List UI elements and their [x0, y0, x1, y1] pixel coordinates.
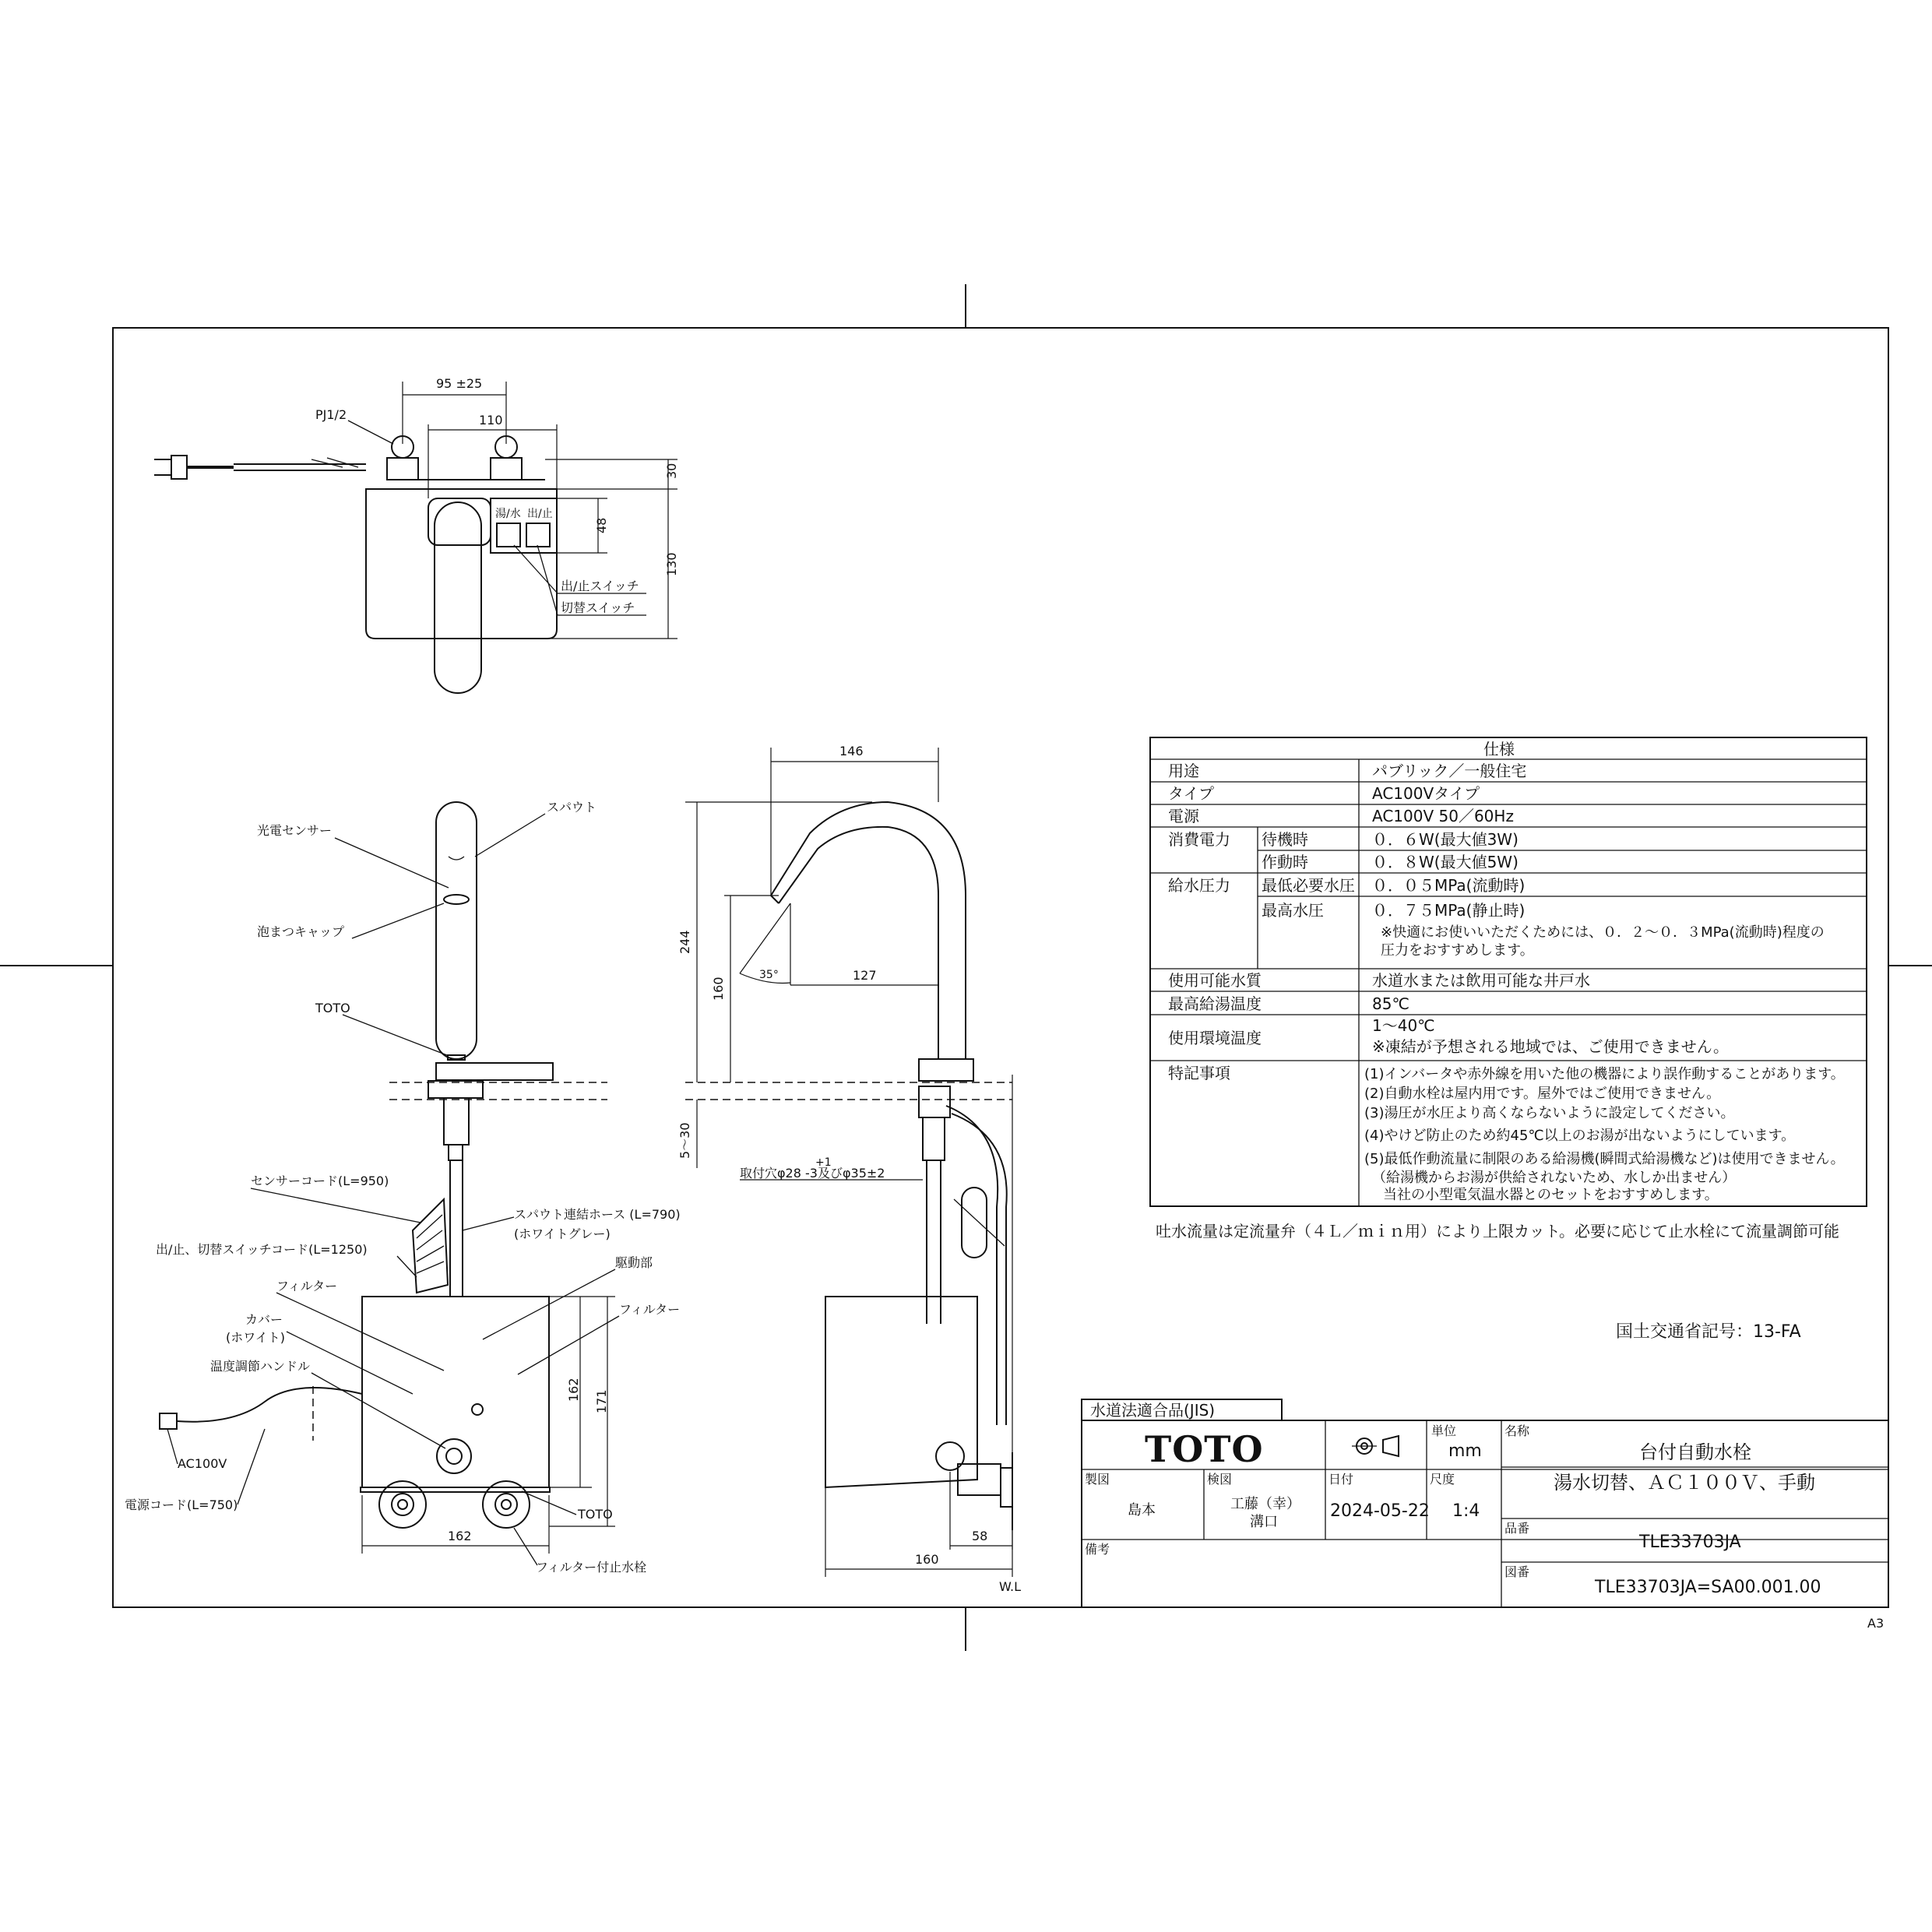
dim-95: 95 ±25 — [436, 376, 483, 391]
spec-max-temp-label: 最高給湯温度 — [1168, 994, 1262, 1013]
spec-water-label: 使用可能水質 — [1168, 971, 1262, 990]
dim-48: 48 — [594, 517, 609, 533]
front-view — [125, 800, 681, 1575]
filter-right-label: フィルター — [619, 1302, 681, 1317]
date-value: 2024-05-22 — [1330, 1501, 1430, 1521]
unit-value: mm — [1448, 1441, 1482, 1461]
dim-30: 30 — [664, 463, 679, 479]
ac-label: AC100V — [178, 1456, 227, 1471]
switch-cord-label: 出/止、切替スイッチコード(L=1250) — [156, 1242, 368, 1257]
spec-note-5b: （給湯機からお湯が供給されないため、水しか出ません） — [1372, 1170, 1737, 1186]
brand-logo: TOTO — [1145, 1428, 1264, 1470]
spec-pressure-label: 給水圧力 — [1168, 876, 1230, 895]
spec-standby-value: ０．６W(最大値3W) — [1372, 830, 1519, 849]
designer-label: 製図 — [1085, 1472, 1110, 1487]
spec-max-pressure-label: 最高水圧 — [1262, 901, 1324, 920]
spec-active-label: 作動時 — [1262, 853, 1308, 871]
dim-127: 127 — [853, 968, 877, 983]
spec-water-value: 水道水または飲用可能な井戸水 — [1372, 971, 1590, 990]
spec-type-value: AC100Vタイプ — [1372, 784, 1480, 803]
dim-35-deg: 35° — [759, 969, 779, 981]
spec-active-value: ０．８W(最大値5W) — [1372, 853, 1519, 871]
spec-pressure-note1: ※快適にお使いいただくためには、０．２～０．３MPa(流動時)程度の — [1381, 924, 1825, 941]
dim-5-30: 5～30 — [677, 1122, 692, 1159]
checker-name-2: 溝口 — [1250, 1514, 1278, 1530]
sensor-label: 光電センサー — [257, 823, 333, 838]
spec-title: 仕様 — [1483, 740, 1515, 758]
cover-label: カバー — [245, 1312, 283, 1327]
spec-pressure-note2: 圧力をおすすめします。 — [1381, 942, 1534, 959]
spec-note-1: (1)インバータや赤外線を用いた他の機器により誤作動することがあります。 — [1364, 1066, 1845, 1082]
hole-label: 取付穴φ28 -3及びφ35±2 — [740, 1166, 885, 1181]
name-line1: 台付自動水栓 — [1639, 1441, 1751, 1463]
dim-146: 146 — [839, 744, 864, 758]
power-cord-label: 電源コード(L=750) — [125, 1497, 238, 1512]
spec-type-label: タイプ — [1168, 784, 1214, 803]
name-label: 名称 — [1504, 1423, 1530, 1438]
name-line2: 湯水切替、ＡＣ１００Ｖ、手動 — [1554, 1472, 1815, 1494]
dim-58: 58 — [972, 1529, 988, 1543]
dim-162-height: 162 — [566, 1378, 581, 1402]
checker-label: 検図 — [1207, 1472, 1233, 1487]
hose-label: スパウト連結ホース (L=790) — [514, 1207, 681, 1222]
cover-color-label: (ホワイト) — [226, 1330, 286, 1345]
spec-table — [1150, 737, 1867, 1206]
toto-base-label: TOTO — [578, 1507, 613, 1522]
dim-244: 244 — [677, 930, 692, 954]
drive-label: 駆動部 — [615, 1255, 653, 1270]
part-number: TLE33703JA — [1639, 1533, 1741, 1552]
mlit-code: 国土交通省記号：13-FA — [1616, 1322, 1801, 1342]
valve-label: フィルター付止水栓 — [536, 1560, 647, 1575]
dim-130: 130 — [664, 552, 679, 576]
spec-env-temp-value: 1～40℃ — [1372, 1016, 1435, 1035]
part-label: 品番 — [1504, 1521, 1530, 1536]
toto-front-label: TOTO — [315, 1001, 350, 1015]
jis-label: 水道法適合品(JIS) — [1090, 1401, 1216, 1420]
panel-on-label: 出/止 — [527, 508, 553, 520]
spec-env-temp-note: ※凍結が予想される地域では、ご使用できません。 — [1372, 1037, 1729, 1056]
remarks-label: 備考 — [1085, 1542, 1110, 1557]
spec-power-value: AC100V 50／60Hz — [1372, 807, 1514, 825]
filter-left-label: フィルター — [276, 1279, 338, 1293]
spec-power-label: 電源 — [1168, 807, 1199, 825]
spec-min-pressure-label: 最低必要水圧 — [1262, 876, 1355, 895]
paper-size: A3 — [1867, 1616, 1884, 1631]
pj-label: PJ1/2 — [315, 407, 347, 422]
panel-hot-label: 湯/水 — [495, 508, 521, 520]
sensor-cord-label: センサーコード(L=950) — [251, 1174, 389, 1188]
unit-label: 単位 — [1431, 1423, 1457, 1438]
temp-handle-label: 温度調節ハンドル — [210, 1359, 311, 1374]
title-block — [1082, 1399, 1888, 1607]
scale-label: 尺度 — [1430, 1472, 1455, 1487]
spec-max-temp-value: 85℃ — [1372, 994, 1409, 1013]
dim-162-width: 162 — [448, 1529, 472, 1543]
spec-max-pressure-value: ０．７５MPa(静止時) — [1372, 901, 1526, 920]
switch-change-label: 切替スイッチ — [561, 600, 635, 615]
spec-use-value: パブリック／一般住宅 — [1372, 762, 1527, 780]
flow-note: 吐水流量は定流量弁（４Ｌ／ｍｉｎ用）により上限カット。必要に応じて止水栓にて流量調節可能 — [1156, 1222, 1839, 1240]
top-view — [154, 376, 679, 693]
spec-note-4: (4)やけど防止のため約45℃以上のお湯が出ないようにしています。 — [1364, 1128, 1796, 1144]
spec-note-5c: 当社の小型電気温水器とのセットをおすすめします。 — [1383, 1187, 1719, 1203]
switch-onoff-label: 出/止スイッチ — [561, 579, 639, 593]
spec-use-label: 用途 — [1168, 762, 1199, 780]
dim-110: 110 — [479, 413, 503, 428]
spec-consumption-label: 消費電力 — [1168, 830, 1230, 849]
hose-color-label: (ホワイトグレー) — [514, 1226, 611, 1241]
scale-value: 1:4 — [1452, 1501, 1480, 1521]
spout-label: スパウト — [547, 800, 597, 815]
side-view — [677, 744, 1021, 1594]
spec-env-temp-label: 使用環境温度 — [1168, 1029, 1262, 1047]
dim-160-width: 160 — [915, 1552, 939, 1567]
checker-name-1: 工藤（幸） — [1230, 1496, 1300, 1512]
hole-tolerance: +1 — [815, 1156, 832, 1169]
designer-name: 島本 — [1128, 1502, 1156, 1519]
projection-symbol-icon — [1352, 1436, 1399, 1456]
spec-standby-label: 待機時 — [1262, 830, 1308, 849]
aerator-label: 泡まつキャップ — [257, 924, 345, 939]
wl-label: W.L — [999, 1579, 1021, 1594]
dim-160-height: 160 — [711, 977, 726, 1001]
spec-notes-label: 特記事項 — [1168, 1064, 1230, 1082]
spec-note-2: (2)自動水栓は屋内用です。屋外ではご使用できません。 — [1364, 1086, 1721, 1102]
dim-171: 171 — [594, 1389, 609, 1413]
spec-note-5: (5)最低作動流量に制限のある給湯機(瞬間式給湯機など)は使用できません。 — [1364, 1151, 1845, 1167]
spec-note-3: (3)湯圧が水圧より高くならないように設定してください。 — [1364, 1105, 1735, 1121]
date-label: 日付 — [1328, 1472, 1354, 1487]
drawing-number: TLE33703JA=SA00.001.00 — [1595, 1578, 1821, 1597]
spec-min-pressure-value: ０．０５MPa(流動時) — [1372, 876, 1526, 895]
drawing-label: 図番 — [1504, 1564, 1530, 1579]
